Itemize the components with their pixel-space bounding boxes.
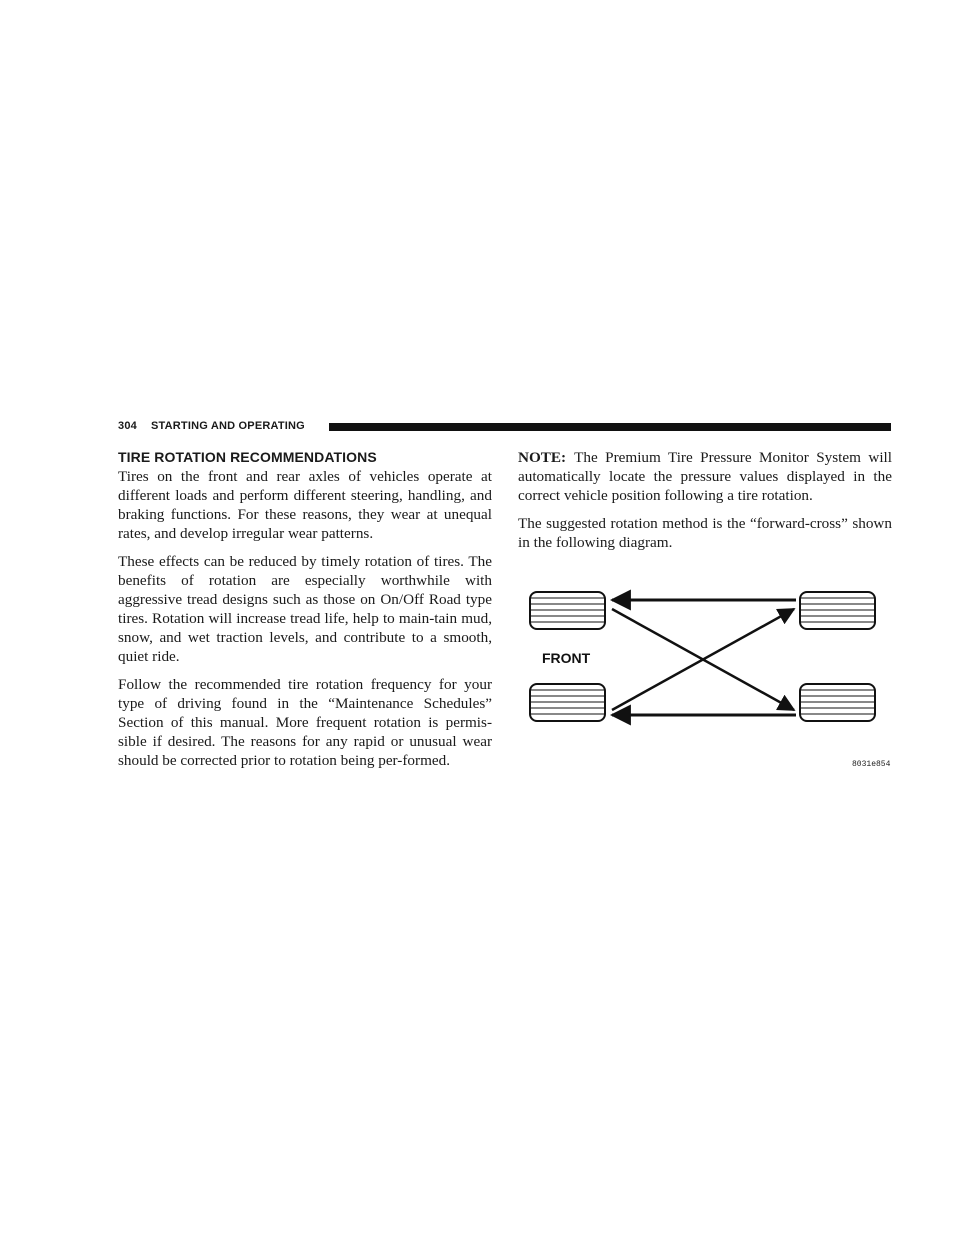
header-rule	[329, 423, 891, 431]
front-label: FRONT	[542, 650, 591, 666]
rotation-paragraph: The suggested rotation method is the “forward-cross” shown in the following diagram.	[518, 515, 892, 551]
left-column	[118, 448, 492, 779]
note-label: NOTE:	[518, 449, 567, 466]
tire-rotation-diagram	[520, 582, 892, 772]
tire-front-left	[530, 592, 605, 629]
page-header	[118, 420, 891, 436]
paragraph-2: These effects can be reduced by timely rotation of tires. The benefits of rotation are especially worthwhile with aggressive tread designs such as those on On/Off Road type tires. Rotation will increase tread life, help to main-tain mud, snow, and wet traction levels, and contribute to a smooth, quiet ride.	[118, 553, 492, 665]
section-name: STARTING AND OPERATING	[151, 420, 305, 432]
tire-front-right	[530, 684, 605, 721]
paragraph-3: Follow the recommended tire rotation frequency for your type of driving found in the “Maintenance Schedules” Section of this manual. More frequent rotation is permis-sible if desired. The reasons for any rapid or unusual wear should be corrected prior to rotation being per-formed.	[118, 676, 492, 769]
paragraph-1: Tires on the front and rear axles of vehicles operate at different loads and perform different steering, handling, and braking functions. For these reasons, they wear at unequal rates, and develop irregular wear patterns.	[118, 468, 492, 542]
tire-rear-right	[800, 684, 875, 721]
right-column	[518, 448, 892, 561]
figure-id: 8031e854	[852, 760, 891, 769]
note-paragraph	[518, 448, 892, 505]
tire-rear-left	[800, 592, 875, 629]
page-number: 304	[118, 420, 137, 432]
note-text: The Premium Tire Pressure Monitor System will automatically locate the pressure values displayed in the correct vehicle position following a tire rotation.	[518, 449, 892, 504]
section-title: TIRE ROTATION RECOMMENDATIONS	[118, 449, 377, 465]
